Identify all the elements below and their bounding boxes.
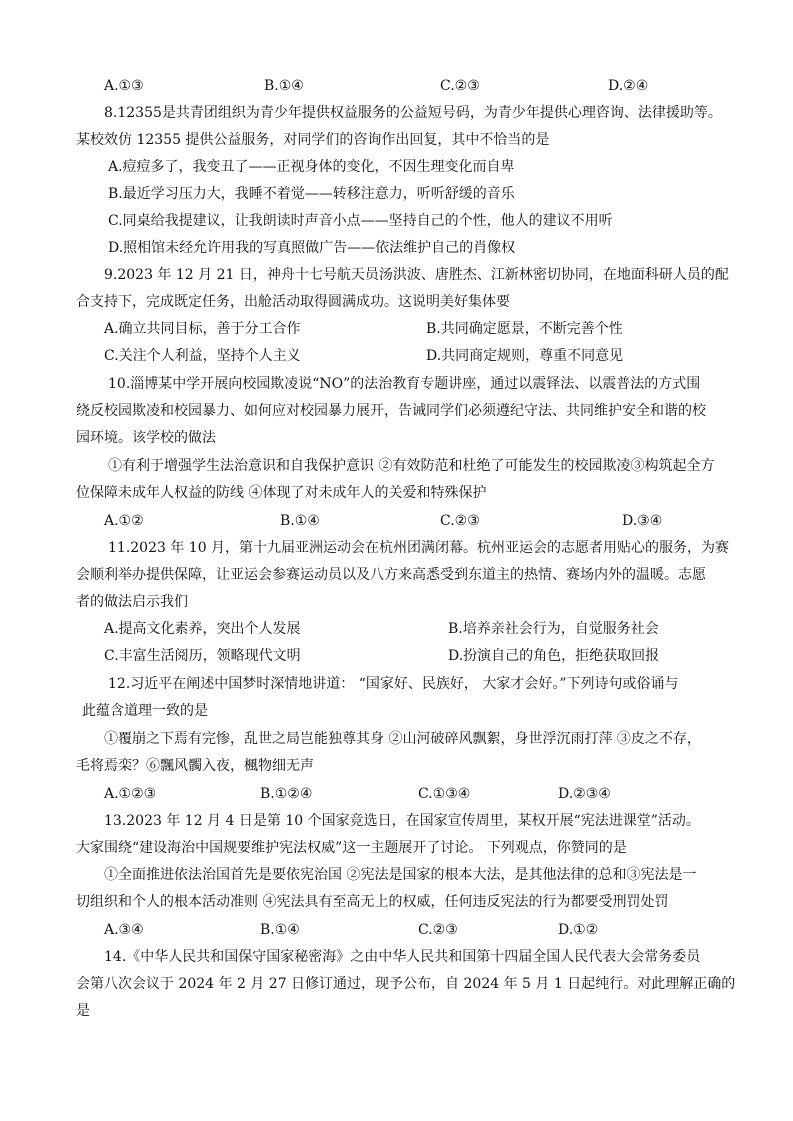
q11-option-d: D.扮演自己的角色，拒绝获取回报 — [448, 648, 660, 664]
q14-stem-line3: 是 — [76, 1003, 90, 1019]
q7-option-c: C.②③ — [440, 78, 480, 94]
q9-option-a: A.确立共同目标，善于分工合作 — [104, 321, 301, 337]
q12-items-line1: ①覆崩之下焉有完惨，乱世之局岂能独尊其身 ②山河破碎风飘絮，身世浮沉雨打萍 ③皮之不存， — [104, 731, 701, 747]
q9-stem-line2: 合支持下，完成既定任务，出舱活动取得圆满成功。这说明美好集体要 — [76, 294, 510, 310]
q8-stem-line2: 某校效仿 12355 提供公益服务，对同学们的咨询作出回复，其中不恰当的是 — [76, 132, 550, 148]
q13-option-b: B.①④ — [260, 922, 300, 938]
q8-option-d: D.照相馆未经允许用我的写真照做广告——依法维护自己的肖像权 — [108, 240, 516, 256]
q12-option-c: C.①③④ — [418, 786, 471, 802]
q14-stem-line1: 14.《中华人民共和国保守国家秘密海》之由中华人民共和国第十四届全国人民代表大会常务委员 — [104, 949, 701, 965]
q12-option-b: B.①②④ — [260, 786, 313, 802]
q8-option-a: A.痘痘多了，我变丑了——正视身体的变化，不因生理变化而自卑 — [108, 159, 515, 175]
q10-stem-line2: 绕反校园欺凌和校园暴力、如何应对校园暴力展开，告诫同学们必须遵纪守法、共同维护安全和谐的校 — [76, 403, 706, 419]
q11-stem-line2: 会顺利举办提供保障，让亚运会参赛运动员以及八方来高悉受到东道主的热情、赛场内外的温暖。志愿 — [76, 567, 706, 583]
q14-stem-line2: 会第八次会议于 2024 年 2 月 27 日修订通过，现予公布，自 2024 年 5 月 1 日起纯行。对此理解正确的 — [76, 976, 736, 992]
q13-option-c: C.②③ — [418, 922, 458, 938]
q13-items-line2: 切组织和个人的根本活动准则 ④宪法具有至高无上的权威，任何违反宪法的行为都要受刑罚处罚 — [76, 894, 669, 910]
q11-option-b: B.培养亲社会行为，自觉服务社会 — [448, 621, 659, 637]
q8-option-b: B.最近学习压力大，我睡不着觉——转移注意力，听听舒缓的音乐 — [108, 186, 515, 202]
q10-option-d: D.③④ — [622, 513, 663, 529]
q12-stem-line2: 此蕴含道理一致的是 — [82, 703, 208, 719]
q9-stem-line1: 9.2023 年 12 月 21 日，神舟十七号航天员汤洪波、唐胜杰、江新林密切协同，在地面科研人员的配 — [104, 267, 729, 283]
q13-stem-line2: 大家围绕“建设海治中国规要维护宪法权威”这一主题展开了讨论。 下列观点，你赞同的是 — [76, 840, 627, 856]
q10-stem-line3: 园环境。该学校的做法 — [76, 430, 216, 446]
q11-option-c: C.丰富生活阅历，领略现代文明 — [104, 648, 301, 664]
q10-option-a: A.①② — [104, 513, 144, 529]
q12-option-a: A.①②③ — [104, 786, 157, 802]
q10-option-b: B.①④ — [280, 513, 320, 529]
q11-option-a: A.提高文化素养，突出个人发展 — [104, 621, 301, 637]
q9-option-d: D.共同商定规则，尊重不同意见 — [426, 348, 624, 364]
q12-option-d: D.②③④ — [558, 786, 611, 802]
q7-option-d: D.②④ — [608, 78, 649, 94]
q10-stem-line1: 10.淄博某中学开展向校园欺凌说“NO”的法治教育专题讲座，通过以震铎法、以震普法的方式围 — [108, 376, 701, 392]
q13-option-d: D.①② — [558, 922, 599, 938]
q8-stem-line1: 8.12355是共青团组织为青少年提供权益服务的公益短号码，为青少年提供心理咨询、法律援助等。 — [104, 105, 722, 121]
q10-items-line2: 位保障未成年人权益的防线 ④体现了对未成年人的关爱和特殊保护 — [76, 485, 487, 501]
q12-stem-line1: 12.习近平在阐述中国梦时深情地讲道： “国家好、民族好， 大家才会好。”下列诗句或俗诵与 — [108, 676, 679, 692]
q8-option-c: C.同桌给我提建议，让我朗读时声音小点——坚持自己的个性，他人的建议不用听 — [108, 213, 613, 229]
q11-stem-line3: 者的做法启示我们 — [76, 594, 188, 610]
q10-items-line1: ①有利于增强学生法治意识和自我保护意识 ②有效防范和杜绝了可能发生的校园欺凌③构筑起全方 — [108, 458, 715, 474]
q10-option-c: C.②③ — [440, 513, 480, 529]
q7-option-a: A.①③ — [104, 78, 144, 94]
q13-items-line1: ①全面推进依法治国首先是要依宪治国 ②宪法是国家的根本大法，是其他法律的总和③宪法是一 — [104, 867, 697, 883]
q7-option-b: B.①④ — [264, 78, 304, 94]
q11-stem-line1: 11.2023 年 10 月，第十九届亚洲运动会在杭州团满闭幕。杭州亚运会的志愿者用贴心的服务，为赛 — [108, 540, 730, 556]
q13-option-a: A.③④ — [104, 922, 144, 938]
q9-option-b: B.共同确定愿景，不断完善个性 — [426, 321, 623, 337]
q13-stem-line1: 13.2023 年 12 月 4 日是第 10 个国家竞选日，在国家宣传周里，某权开展“宪法进课堂”活动。 — [104, 813, 700, 829]
q9-option-c: C.关注个人利益，坚持个人主义 — [104, 348, 301, 364]
q12-items-line2: 毛将焉栾？⑥飄风髑入夜，楓物细无声 — [76, 758, 314, 774]
